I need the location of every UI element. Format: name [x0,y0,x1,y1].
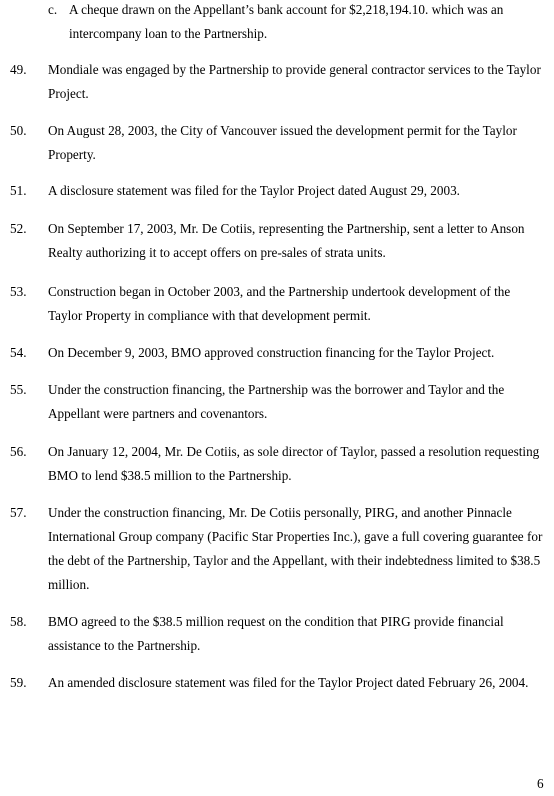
paragraph-number: 57. [10,505,27,520]
paragraph-number: 49. [10,62,27,77]
paragraph-number: 55. [10,382,27,397]
paragraph-text: On August 28, 2003, the City of Vancouver issued the development permit for the Taylor Property. [48,123,517,162]
paragraph-number: 50. [10,123,27,138]
paragraph-text: A disclosure statement was filed for the Taylor Project dated August 29, 2003. [48,183,460,198]
paragraph-text: Construction began in October 2003, and the Partnership undertook development of the Taylor Property in compliance with that development permit. [48,284,511,323]
page-number: 6 [537,776,544,791]
paragraph-text: BMO agreed to the $38.5 million request on the condition that PIRG provide financial assistance to the Partnership. [48,614,504,653]
paragraph-text: Under the construction financing, Mr. De Cotiis personally, PIRG, and another Pinnacle International Group company (Pacific Star Properties Inc.), gave a full covering guarantee for the debt of the Partnership, Taylor and the Appellant, with their indebtedness limited to $38.5 million. [48,505,543,592]
paragraph-number: 58. [10,614,27,629]
sub-item-label: c. [48,2,58,17]
paragraph-number: 56. [10,444,27,459]
paragraph-text: Mondiale was engaged by the Partnership to provide general contractor services to the Taylor Project. [48,62,541,101]
paragraph-text: On January 12, 2004, Mr. De Cotiis, as sole director of Taylor, passed a resolution requesting BMO to lend $38.5 million to the Partnership. [48,444,540,483]
sub-item-text: A cheque drawn on the Appellant’s bank account for $2,218,194.10. which was an intercompany loan to the Partnership. [69,2,504,41]
paragraph-text: On September 17, 2003, Mr. De Cotiis, representing the Partnership, sent a letter to Anson Realty authorizing it to accept offers on pre-sales of strata units. [48,221,525,260]
paragraph-text: On December 9, 2003, BMO approved construction financing for the Taylor Project. [48,345,495,360]
paragraph-number: 52. [10,221,27,236]
paragraph-text: An amended disclosure statement was filed for the Taylor Project dated February 26, 2004. [48,675,529,690]
paragraph-number: 59. [10,675,27,690]
paragraph-text: Under the construction financing, the Partnership was the borrower and Taylor and the Appellant were partners and covenantors. [48,382,505,421]
paragraph-number: 54. [10,345,27,360]
paragraph-number: 53. [10,284,27,299]
paragraph-number: 51. [10,183,27,198]
